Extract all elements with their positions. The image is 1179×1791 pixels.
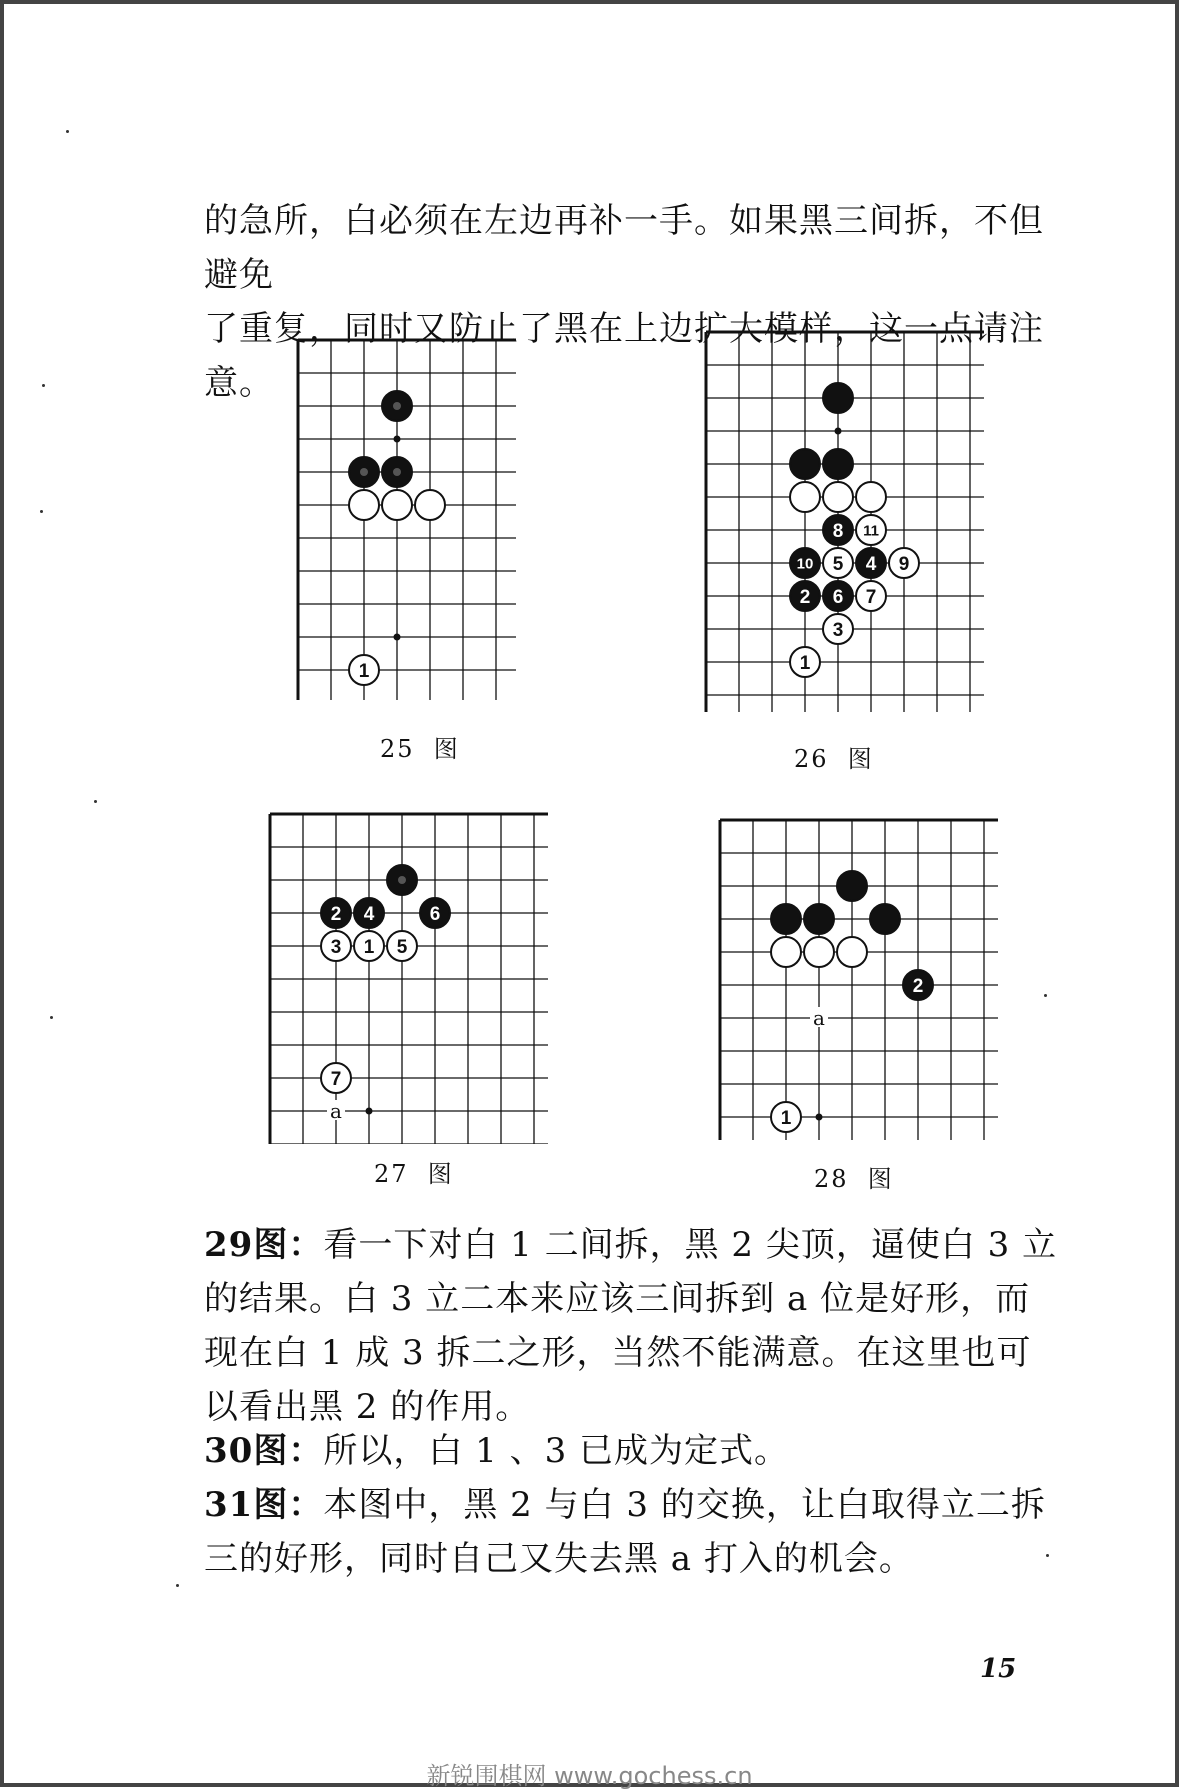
star-point — [394, 436, 401, 443]
move-number: 7 — [865, 586, 877, 608]
star-point — [366, 1108, 373, 1115]
white-stone — [823, 482, 853, 512]
diagram-28-caption: 28 图 — [814, 1165, 894, 1193]
scan-speck — [42, 384, 45, 387]
point-label: a — [813, 1006, 825, 1030]
white-stone — [321, 1063, 351, 1093]
move-number: 2 — [912, 975, 924, 997]
scan-speck — [176, 1584, 179, 1587]
move-number: 6 — [832, 586, 844, 608]
black-stone — [790, 581, 820, 611]
move-number: 1 — [780, 1107, 792, 1129]
white-stone — [382, 490, 412, 520]
black-stone — [387, 865, 417, 895]
note-31 — [204, 1478, 1064, 1586]
scan-speck — [66, 130, 69, 133]
move-number: 2 — [799, 586, 811, 608]
diagram-26-caption: 26 图 — [794, 745, 874, 773]
move-number: 3 — [832, 619, 844, 641]
point-label: a — [330, 1099, 342, 1123]
move-number: 4 — [865, 553, 877, 575]
move-number: 6 — [429, 903, 441, 925]
move-number: 3 — [330, 936, 342, 958]
diagram-27-caption: 27 图 — [374, 1160, 454, 1188]
scan-speck — [40, 510, 43, 513]
star-point — [835, 428, 842, 435]
scan-speck — [1044, 994, 1047, 997]
black-stone — [790, 449, 820, 479]
move-number: 1 — [358, 660, 370, 682]
white-stone — [837, 937, 867, 967]
page-number: 15 — [980, 1654, 1017, 1684]
white-stone — [349, 655, 379, 685]
white-stone — [354, 931, 384, 961]
stone-marker — [393, 402, 401, 410]
scan-speck — [1046, 1554, 1049, 1557]
stone-marker — [393, 468, 401, 476]
black-stone — [354, 898, 384, 928]
black-stone — [823, 383, 853, 413]
star-point — [816, 1114, 823, 1121]
white-stone — [321, 931, 351, 961]
note-30 — [204, 1424, 1064, 1478]
black-stone — [349, 457, 379, 487]
note-29-heading: 29图： — [204, 1225, 324, 1265]
move-number: 7 — [330, 1068, 342, 1090]
white-stone — [804, 937, 834, 967]
black-stone — [790, 548, 820, 578]
scan-speck — [94, 800, 97, 803]
note-31-heading: 31图： — [204, 1485, 324, 1525]
white-stone — [856, 482, 886, 512]
move-number: 4 — [363, 903, 375, 925]
black-stone — [321, 898, 351, 928]
move-number: 8 — [832, 520, 844, 542]
white-stone — [349, 490, 379, 520]
intro-line-1: 的急所，白必须在左边再补一手。如果黑三间拆，不但避免 — [204, 201, 1044, 295]
diagram-25-caption: 25 图 — [380, 735, 460, 763]
stone-marker — [398, 876, 406, 884]
diagram-27-board — [258, 804, 548, 1144]
note-29 — [204, 1218, 1064, 1434]
move-number: 1 — [363, 936, 375, 958]
black-stone — [771, 904, 801, 934]
white-stone — [823, 614, 853, 644]
intro-line-2: 了重复，同时又防止了黑在上边扩大模样，这一点请注意。 — [204, 309, 1044, 403]
white-stone — [771, 1102, 801, 1132]
white-stone — [415, 490, 445, 520]
white-stone — [856, 581, 886, 611]
black-stone — [420, 898, 450, 928]
black-stone — [823, 449, 853, 479]
black-stone — [823, 581, 853, 611]
move-number: 1 — [799, 652, 811, 674]
black-stone — [823, 515, 853, 545]
diagram-25-board — [286, 330, 516, 700]
white-stone — [790, 647, 820, 677]
white-stone — [790, 482, 820, 512]
move-number: 5 — [832, 553, 844, 575]
scan-speck — [50, 1016, 53, 1019]
note-30-body: 所以，白 1 、3 已成为定式。 — [323, 1431, 790, 1471]
stone-marker — [360, 468, 368, 476]
diagram-28-board — [708, 810, 998, 1140]
black-stone — [870, 904, 900, 934]
note-30-heading: 30图： — [204, 1431, 324, 1471]
white-stone — [823, 548, 853, 578]
move-number: 5 — [396, 936, 408, 958]
star-point — [394, 634, 401, 641]
black-stone — [837, 871, 867, 901]
white-stone — [889, 548, 919, 578]
note-31-body: 本图中，黑 2 与白 3 的交换，让白取得立二拆三的好形，同时自己又失去黑 a 打入的机会。 — [204, 1485, 1046, 1579]
move-number: 11 — [863, 522, 879, 540]
black-stone — [382, 391, 412, 421]
black-stone — [804, 904, 834, 934]
move-number: 2 — [330, 903, 342, 925]
board-grid — [720, 820, 998, 1140]
move-number: 9 — [898, 553, 910, 575]
black-stone — [382, 457, 412, 487]
white-stone — [771, 937, 801, 967]
white-stone — [856, 515, 886, 545]
move-number: 10 — [796, 555, 814, 573]
diagram-26-board — [694, 322, 984, 712]
black-stone — [903, 970, 933, 1000]
note-29-body: 看一下对白 1 二间拆，黑 2 尖顶，逼使白 3 立的结果。白 3 立二本来应该三间拆到 a 位是好形，而现在白 1 成 3 拆二之形，当然不能满意。在这里也可以看出黑 2 的作用。 — [204, 1225, 1058, 1427]
watermark: 新锐围棋网 www.gochess.cn — [426, 1762, 753, 1790]
board-grid — [270, 814, 548, 1144]
white-stone — [387, 931, 417, 961]
black-stone — [856, 548, 886, 578]
